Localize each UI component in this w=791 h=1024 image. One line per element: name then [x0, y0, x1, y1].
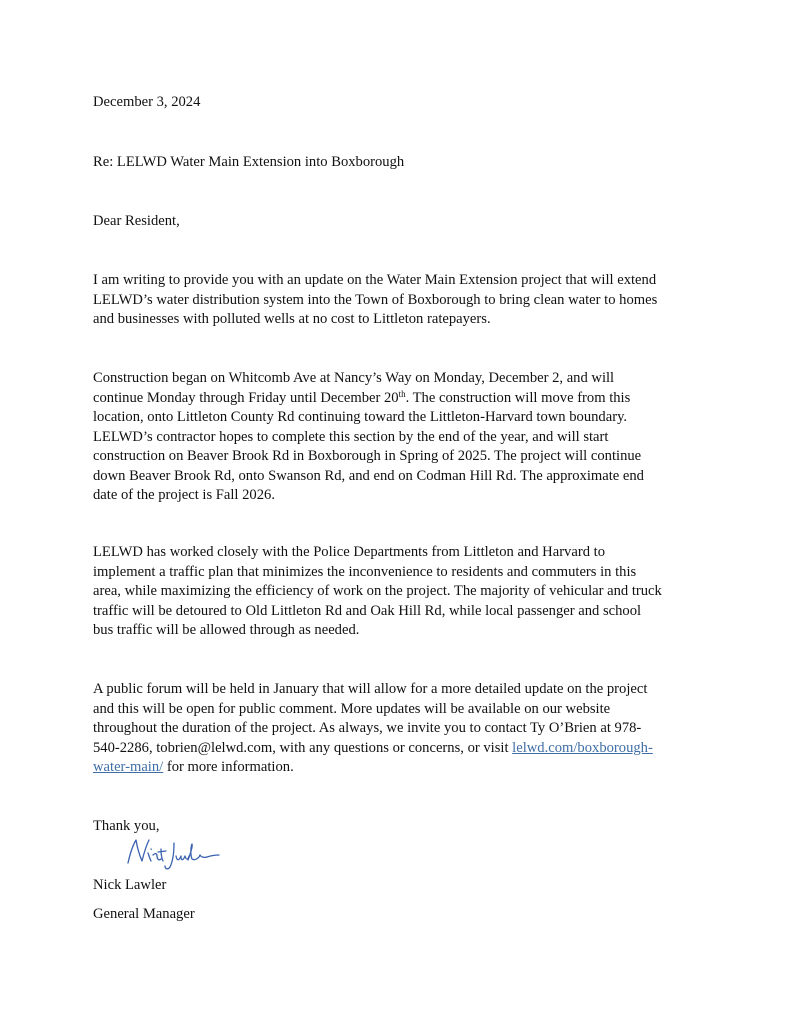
paragraph-line: [93, 739, 703, 759]
paragraph-line: location, onto Littleton County Rd continuing toward the Littleton-Harvard town boundary.: [93, 409, 628, 425]
paragraph-line: bus traffic will be allowed through as needed.: [93, 622, 360, 638]
signatory-title: General Manager: [93, 906, 195, 922]
paragraph-line: implement a traffic plan that minimizes the inconvenience to residents and commuters in this: [93, 563, 637, 580]
signatory-name: Nick Lawler: [93, 877, 167, 893]
paragraph-intro: [93, 271, 703, 330]
paragraph-line: and this will be open for public comment. More updates will be available on our website: [93, 700, 611, 717]
website-link[interactable]: lelwd.com/boxborough-: [512, 739, 653, 756]
paragraph-line: date of the project is Fall 2026.: [93, 487, 275, 503]
letter-salutation: Dear Resident,: [93, 213, 180, 229]
paragraph-line: LELWD’s water distribution system into the Town of Boxborough to bring clean water to homes: [93, 291, 658, 308]
letter-date: December 3, 2024: [93, 94, 201, 110]
letter-subject: Re: LELWD Water Main Extension into Boxborough: [93, 154, 405, 170]
line-text: 540-2286, tobrien@lelwd.com, with any questions or concerns, or visit: [93, 739, 513, 756]
paragraph-forum: [93, 680, 703, 778]
paragraph-line: and businesses with polluted wells at no cost to Littleton ratepayers.: [93, 311, 491, 327]
paragraph-line: construction on Beaver Brook Rd in Boxborough in Spring of 2025. The project will continue: [93, 448, 642, 464]
paragraph-traffic: [93, 543, 703, 641]
paragraph-line: I am writing to provide you with an update on the Water Main Extension project that will extend: [93, 272, 657, 288]
paragraph-line: [93, 758, 703, 778]
ordinal-suffix: th: [398, 388, 406, 399]
line-text: for more information.: [163, 759, 294, 775]
paragraph-line: throughout the duration of the project. As always, we invite you to contact Ty O’Brien at 978-: [93, 720, 642, 736]
paragraph-line: Construction began on Whitcomb Ave at Nancy’s Way on Monday, December 2, and will: [93, 370, 615, 386]
paragraph-line: [93, 389, 703, 409]
paragraph-line: down Beaver Brook Rd, onto Swanson Rd, and end on Codman Hill Rd. The approximate end: [93, 467, 644, 484]
paragraph-line: A public forum will be held in January that will allow for a more detailed update on the project: [93, 681, 648, 697]
paragraph-line: LELWD’s contractor hopes to complete this section by the end of the year, and will start: [93, 428, 609, 445]
signature-image: [124, 834, 220, 878]
line-text: continue Monday through Friday until December 20: [93, 389, 399, 406]
paragraph-line: area, while maximizing the efficiency of work on the project. The majority of vehicular and truck: [93, 583, 662, 599]
letter-closing: Thank you,: [93, 818, 160, 834]
paragraph-line: traffic will be detoured to Old Littleton Rd and Oak Hill Rd, while local passenger and school: [93, 602, 642, 619]
website-link-continued[interactable]: water-main/: [93, 759, 164, 775]
paragraph-line: LELWD has worked closely with the Police Departments from Littleton and Harvard to: [93, 544, 605, 560]
line-text: . The construction will move from this: [405, 389, 631, 406]
paragraph-construction: [93, 369, 703, 506]
